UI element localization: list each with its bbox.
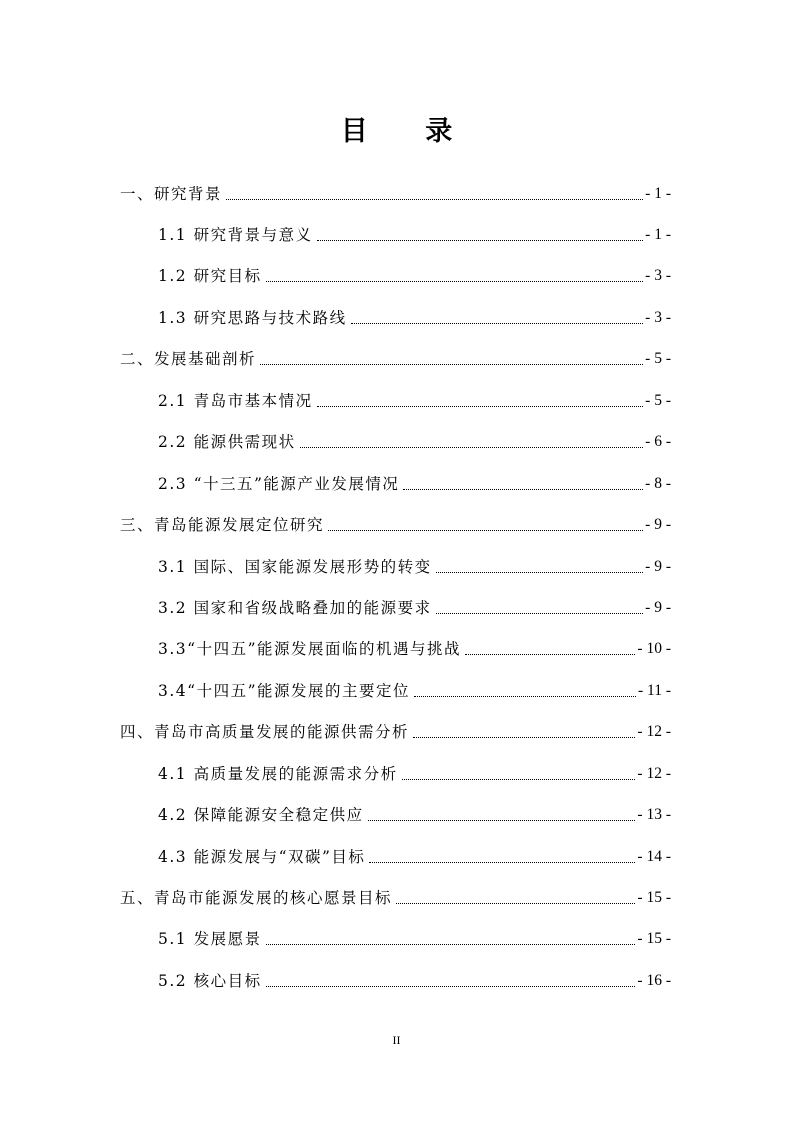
toc-leader-dots: [402, 779, 636, 780]
page-number: II: [392, 1033, 401, 1047]
toc-leader-dots: [413, 737, 635, 738]
toc-entry-page: - 15 -: [637, 930, 671, 947]
toc-entry-title: 五、青岛市能源发展的核心愿景目标: [120, 889, 393, 907]
toc-entry[interactable]: [158, 838, 671, 868]
toc-leader-dots: [465, 654, 635, 655]
toc-entry-title: 3.1 国际、国家能源发展形势的转变: [158, 558, 432, 576]
toc-entry-title: 5.2 核心目标: [158, 972, 262, 990]
toc-entry-page: - 11 -: [638, 682, 671, 699]
toc-leader-dots: [369, 862, 635, 863]
toc-entry[interactable]: [158, 589, 671, 619]
toc-entry-page: - 1 -: [645, 226, 671, 243]
toc-leader-dots: [266, 281, 644, 282]
toc-entry-title: 3.2 国家和省级战略叠加的能源要求: [158, 599, 432, 617]
toc-entry-title: 4.1 高质量发展的能源需求分析: [158, 765, 398, 783]
toc-leader-dots: [403, 489, 643, 490]
toc-entry-title: 1.3 研究思路与技术路线: [158, 309, 347, 327]
toc-entry[interactable]: [120, 713, 671, 743]
toc-entry[interactable]: [120, 879, 671, 909]
toc-leader-dots: [300, 447, 644, 448]
toc-entry-page: - 9 -: [645, 599, 671, 616]
toc-entry-page: - 12 -: [637, 723, 671, 740]
toc-entry-title: 4.2 保障能源安全稳定供应: [158, 806, 364, 824]
toc-entry[interactable]: [158, 962, 671, 992]
toc-entry[interactable]: [158, 216, 671, 246]
toc-leader-dots: [266, 944, 636, 945]
toc-entry-title: 3.3“十四五”能源发展面临的机遇与挑战: [158, 640, 461, 658]
toc-entry-page: - 13 -: [637, 806, 671, 823]
toc-entry[interactable]: [158, 465, 671, 495]
toc-entry-page: - 9 -: [645, 516, 671, 533]
toc-leader-dots: [266, 986, 636, 987]
toc-leader-dots: [226, 199, 643, 200]
toc-entry[interactable]: [158, 382, 671, 412]
toc-entry[interactable]: [158, 423, 671, 453]
toc-entry-title: 二、发展基础剖析: [120, 350, 257, 368]
toc-entry[interactable]: [158, 920, 671, 950]
toc-entry-page: - 9 -: [645, 558, 671, 575]
toc-entry-page: - 10 -: [637, 640, 671, 657]
toc-entry-page: - 5 -: [645, 350, 671, 367]
toc-entry-title: 三、青岛能源发展定位研究: [120, 516, 325, 534]
toc-leader-dots: [260, 364, 643, 365]
toc-leader-dots: [414, 696, 636, 697]
toc-entry-page: - 6 -: [645, 433, 671, 450]
toc-entry-page: - 3 -: [645, 267, 671, 284]
toc-entry[interactable]: [120, 340, 671, 370]
toc-entry-title: 3.4“十四五”能源发展的主要定位: [158, 682, 410, 700]
toc-entry-title: 1.1 研究背景与意义: [158, 226, 313, 244]
toc-entry[interactable]: [158, 796, 671, 826]
toc-entry[interactable]: [158, 755, 671, 785]
toc-entry-title: 4.3 能源发展与“双碳”目标: [158, 848, 366, 866]
toc-entry-title: 5.1 发展愿景: [158, 930, 262, 948]
toc-entry-page: - 14 -: [637, 848, 671, 865]
toc-entry-title: 2.3 “十三五”能源产业发展情况: [158, 475, 400, 493]
toc-leader-dots: [317, 240, 644, 241]
toc-entry-title: 2.1 青岛市基本情况: [158, 392, 313, 410]
toc-entry[interactable]: [158, 299, 671, 329]
toc-entry-title: 1.2 研究目标: [158, 267, 262, 285]
page-title: 目 录: [340, 116, 477, 147]
toc-entry[interactable]: [120, 175, 671, 205]
toc-leader-dots: [328, 530, 643, 531]
toc-entry-page: - 3 -: [645, 309, 671, 326]
toc-leader-dots: [368, 820, 636, 821]
toc-entry-page: - 15 -: [637, 889, 671, 906]
toc-leader-dots: [317, 406, 644, 407]
toc-entry[interactable]: [158, 630, 671, 660]
toc-entry-title: 2.2 能源供需现状: [158, 433, 296, 451]
toc-leader-dots: [436, 613, 644, 614]
toc-entry[interactable]: [120, 506, 671, 536]
toc-entry-page: - 8 -: [645, 475, 671, 492]
toc-entry-page: - 12 -: [637, 765, 671, 782]
toc-entry-page: - 5 -: [645, 392, 671, 409]
toc-leader-dots: [396, 903, 635, 904]
toc-entry[interactable]: [158, 257, 671, 287]
toc-leader-dots: [436, 572, 644, 573]
toc-entry[interactable]: [158, 548, 671, 578]
toc-entry-title: 四、青岛市高质量发展的能源供需分析: [120, 723, 410, 741]
toc-entry-page: - 16 -: [637, 972, 671, 989]
toc-entry-page: - 1 -: [645, 185, 671, 202]
toc-entry-title: 一、研究背景: [120, 185, 223, 203]
toc-entry[interactable]: [158, 672, 671, 702]
toc-leader-dots: [351, 323, 644, 324]
